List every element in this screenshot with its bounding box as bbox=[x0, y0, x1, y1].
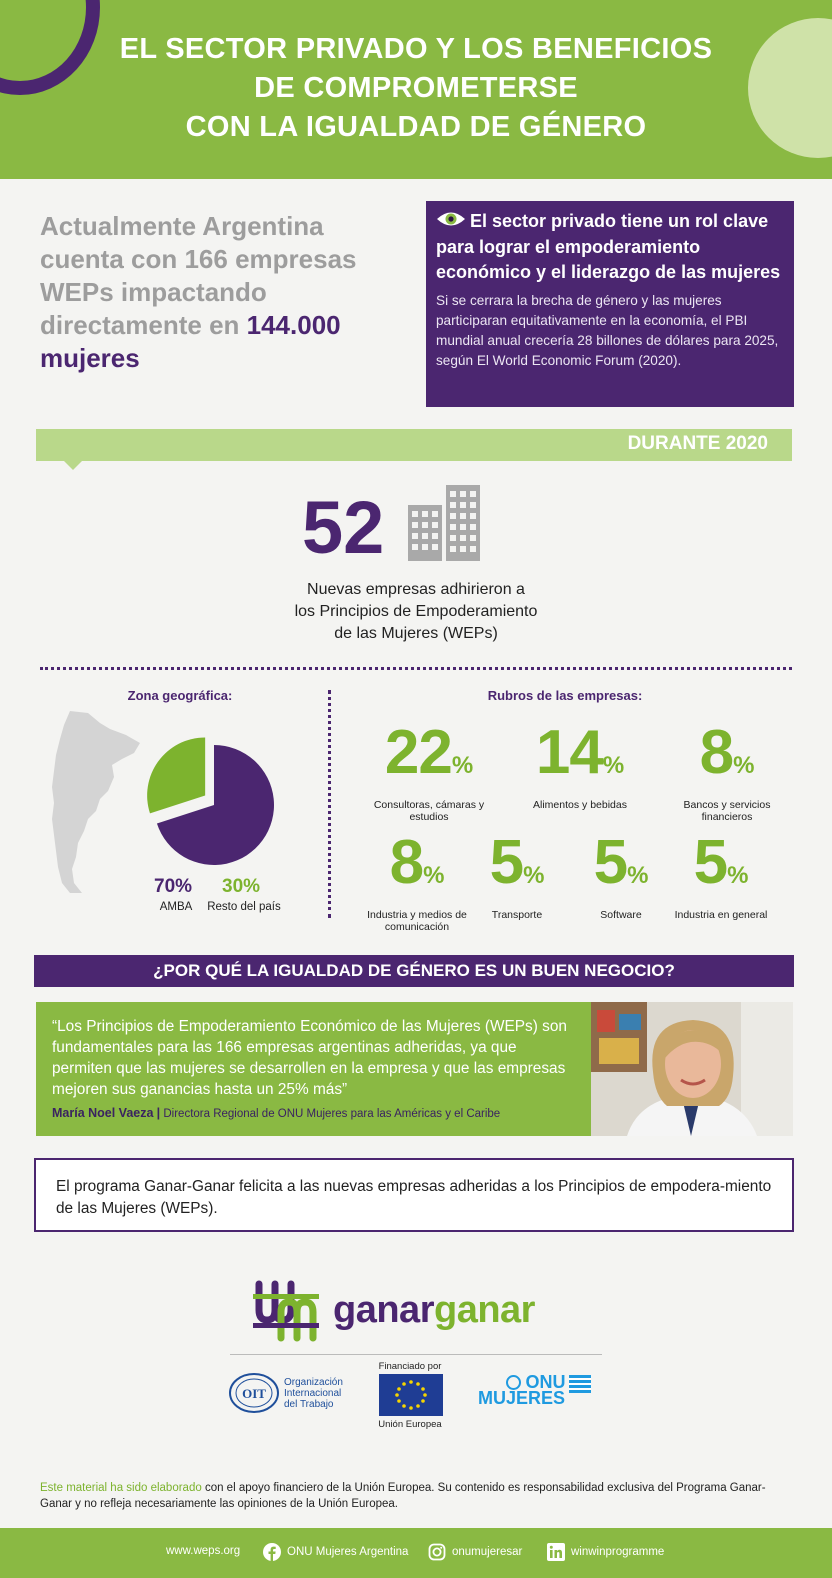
sector-value: 14% bbox=[535, 718, 625, 787]
new-companies-count: 52 bbox=[302, 486, 385, 569]
sector-bancos bbox=[662, 718, 792, 823]
sector-label: Transporte bbox=[491, 909, 543, 921]
role-box-title-text: El sector privado tiene un rol clave para lograr el empoderamiento económico y el liderazgo de las mujeres bbox=[436, 211, 781, 282]
footer-instagram-link[interactable] bbox=[428, 1543, 522, 1561]
sector-value: 5% bbox=[489, 828, 545, 897]
quote-author bbox=[52, 1106, 577, 1120]
eu-funded-label: Financiado por bbox=[378, 1361, 442, 1372]
banner-notch bbox=[64, 461, 82, 470]
oit-logo-icon bbox=[228, 1372, 280, 1419]
amba-label: AMBA bbox=[159, 901, 193, 913]
rest-label: Resto del país bbox=[207, 901, 281, 913]
title-line-2: DE COMPROMETERSE bbox=[254, 72, 578, 104]
onu-mujeres-logo: ONU MUJERES bbox=[478, 1375, 591, 1407]
sector-industria-general bbox=[656, 828, 786, 921]
oit-name: Organización Internacional del Trabajo bbox=[284, 1377, 343, 1410]
quote-text: “Los Principios de Empoderamiento Económico de las Mujeres (WEPs) son fundamentales para las 166 empresas argentinas adheridas, ya que permiten que las mujeres se desarrollen en la empresa y que las empresas mejoren sus ganancias hasta un 25% más” bbox=[52, 1018, 567, 1098]
eu-flag-icon bbox=[379, 1374, 443, 1416]
intro-highlight: 144.000 mujeres bbox=[40, 310, 341, 373]
why-title-bar: ¿POR QUÉ LA IGUALDAD DE GÉNERO ES UN BUEN NEGOCIO? bbox=[34, 955, 794, 987]
disclaimer-lead: Este material ha sido elaborado bbox=[40, 1482, 202, 1494]
instagram-link-text[interactable]: onumujeresar bbox=[452, 1546, 523, 1558]
dotted-divider bbox=[40, 667, 792, 670]
year-banner bbox=[36, 429, 792, 461]
sector-alimentos bbox=[515, 718, 645, 811]
caption-line-3: de las Mujeres (WEPs) bbox=[334, 625, 498, 642]
title-line-1: EL SECTOR PRIVADO Y LOS BENEFICIOS bbox=[119, 33, 713, 65]
sector-value: 8% bbox=[389, 828, 445, 897]
sector-label: Consultoras, cámaras y estudios bbox=[373, 799, 485, 823]
eu-name: Unión Europea bbox=[378, 1419, 442, 1430]
role-box-title bbox=[436, 209, 782, 285]
sectors-title: Rubros de las empresas: bbox=[487, 688, 643, 703]
congrats-message: El programa Ganar-Ganar felicita a las nuevas empresas adheridas a los Principios de empodera-miento de las Mujeres (WEPs). bbox=[34, 1158, 794, 1232]
quote-box bbox=[36, 1002, 591, 1136]
header-banner bbox=[0, 0, 832, 179]
buildings-icon bbox=[408, 485, 480, 566]
private-sector-role-box bbox=[426, 201, 794, 407]
disclaimer-rest: con el apoyo financiero de la Unión Europea. Su contenido es responsabilidad exclusiva del Programa Ganar-Ganar y no refleja necesariamente las opiniones de la Unión Europea. bbox=[40, 1482, 766, 1510]
wordmark-part-1: ganar bbox=[333, 1289, 434, 1331]
sector-label: Industria y medios de comunicación bbox=[367, 909, 467, 933]
year-label: DURANTE 2020 bbox=[627, 433, 768, 454]
caption-line-2: los Principios de Empoderamiento bbox=[294, 603, 538, 620]
footer-web-link[interactable] bbox=[166, 1545, 240, 1557]
caption-line-1: Nuevas empresas adhirieron a bbox=[307, 581, 525, 598]
disclaimer bbox=[40, 1480, 792, 1512]
sector-value: 5% bbox=[693, 828, 749, 897]
facebook-icon bbox=[263, 1543, 281, 1561]
speaker-photo bbox=[591, 1002, 793, 1141]
web-link-text[interactable]: www.weps.org bbox=[166, 1545, 241, 1557]
oit-emblem-text: OIT bbox=[242, 1386, 266, 1401]
decorative-circle bbox=[748, 18, 832, 158]
sector-label: Industria en general bbox=[674, 909, 768, 921]
sector-value: 22% bbox=[384, 718, 474, 787]
pie-slice-rest bbox=[147, 737, 205, 813]
intro-text: Actualmente Argentina cuenta con 166 empresas WEPs impactando directamente en bbox=[40, 211, 357, 340]
footer-linkedin-link[interactable] bbox=[547, 1543, 664, 1561]
sector-label: Bancos y servicios financieros bbox=[683, 799, 771, 823]
logos-divider bbox=[230, 1354, 602, 1355]
sector-label: Alimentos y bebidas bbox=[533, 799, 627, 811]
author-name: María Noel Vaeza bbox=[52, 1106, 154, 1120]
role-box-body: Si se cerrara la brecha de género y las mujeres participaran equitativamente en la economía, el PBI mundial anual crecería 28 billones de dólares para 2025, según El World Economic Forum (2020). bbox=[436, 292, 779, 368]
new-companies-caption bbox=[236, 579, 596, 645]
intro-statement bbox=[40, 210, 410, 375]
title-line-3: CON LA IGUALDAD DE GÉNERO bbox=[185, 111, 647, 143]
linkedin-link-text[interactable]: winwinprogramme bbox=[571, 1546, 665, 1558]
facebook-link-text[interactable]: ONU Mujeres Argentina bbox=[287, 1546, 409, 1558]
amba-percent: 70% bbox=[154, 876, 193, 897]
footer-bar bbox=[0, 1528, 832, 1578]
instagram-icon bbox=[428, 1543, 446, 1561]
geo-title: Zona geográfica: bbox=[127, 688, 233, 703]
linkedin-icon bbox=[547, 1543, 565, 1561]
argentina-map-icon bbox=[48, 707, 144, 902]
author-separator: | bbox=[156, 1106, 161, 1120]
author-role: Directora Regional de ONU Mujeres para las Américas y el Caribe bbox=[163, 1108, 501, 1120]
sector-value: 8% bbox=[699, 718, 755, 787]
sector-consultoras bbox=[364, 718, 494, 823]
footer-facebook-link[interactable] bbox=[263, 1543, 408, 1561]
page-title bbox=[80, 30, 752, 147]
eye-icon bbox=[436, 210, 466, 235]
wordmark-part-2: ganar bbox=[433, 1289, 535, 1331]
ganarganar-wordmark bbox=[333, 1288, 535, 1332]
dotted-vertical-divider bbox=[328, 690, 331, 918]
ganarganar-logo-icon bbox=[253, 1280, 319, 1347]
sector-label: Software bbox=[600, 909, 642, 921]
onu-mujeres-symbol-icon bbox=[569, 1375, 591, 1393]
geo-pie-chart bbox=[146, 737, 276, 867]
sector-value: 5% bbox=[593, 828, 649, 897]
rest-percent: 30% bbox=[222, 876, 261, 897]
